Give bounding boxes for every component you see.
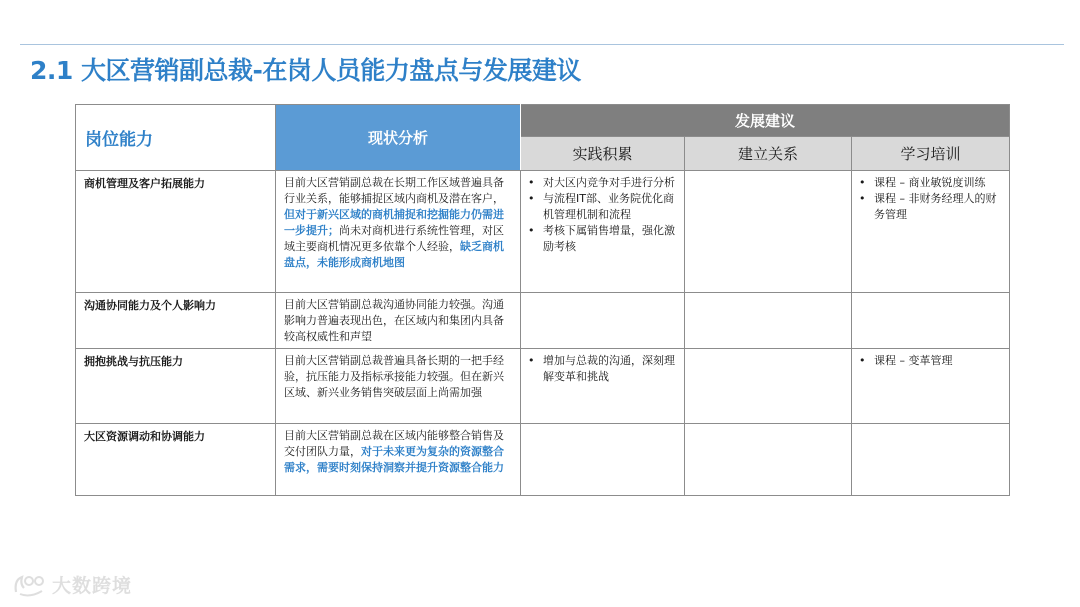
practice-item: • 对大区内竞争对手进行分析 bbox=[527, 175, 680, 191]
header-relationship: 建立关系 bbox=[685, 137, 852, 171]
page-title: 2.1 大区营销副总裁-在岗人员能力盘点与发展建议 bbox=[30, 56, 581, 85]
practice-cell bbox=[521, 349, 685, 424]
header-ability: 岗位能力 bbox=[76, 105, 276, 171]
practice-cell bbox=[521, 171, 685, 293]
status-text: 目前大区营销副总裁在区域内能够整合销售及交付团队力量， bbox=[284, 429, 504, 458]
header-training: 学习培训 bbox=[852, 137, 1010, 171]
status-highlight: 缺乏商机盘点，未能形成商机地图 bbox=[284, 240, 504, 269]
practice-list bbox=[527, 353, 680, 385]
relationship-cell bbox=[685, 293, 852, 349]
training-cell bbox=[852, 293, 1010, 349]
training-list bbox=[858, 175, 1005, 223]
ability-label: 拥抱挑战与抗压能力 bbox=[76, 349, 276, 424]
status-text: 尚未对商机进行系统性管理，对区域主要商机情况更多依靠个人经验， bbox=[284, 224, 504, 253]
ability-label: 沟通协同能力及个人影响力 bbox=[76, 293, 276, 349]
training-cell bbox=[852, 349, 1010, 424]
brand-logo-icon bbox=[12, 572, 46, 598]
status-highlight: 但对于新兴区域的商机捕捉和挖掘能力仍需进一步提升； bbox=[284, 208, 504, 237]
practice-item: • 与流程IT部、业务院优化商机管理机制和流程 bbox=[527, 191, 680, 223]
header-development: 发展建议 bbox=[521, 105, 1010, 137]
practice-item: • 考核下属销售增量，强化激励考核 bbox=[527, 223, 680, 255]
practice-list bbox=[527, 175, 680, 255]
practice-item: • 增加与总裁的沟通，深刻理解变革和挑战 bbox=[527, 353, 680, 385]
status-highlight: 对于未来更为复杂的资源整合需求，需要时刻保持洞察并提升资源整合能力 bbox=[284, 445, 504, 474]
status-text: 目前大区营销副总裁普遍具备长期的一把手经验，抗压能力及指标承接能力较强。但在新兴区域、新兴业务销售突破层面上尚需加强 bbox=[284, 354, 504, 399]
status-analysis bbox=[276, 424, 521, 496]
relationship-cell bbox=[685, 424, 852, 496]
ability-label: 大区资源调动和协调能力 bbox=[76, 424, 276, 496]
status-analysis bbox=[276, 171, 521, 293]
table-row bbox=[76, 424, 1010, 496]
relationship-cell bbox=[685, 349, 852, 424]
competency-table bbox=[75, 104, 1010, 496]
training-cell bbox=[852, 424, 1010, 496]
training-item: • 课程 – 商业敏锐度训练 bbox=[858, 175, 1005, 191]
watermark-text: 大数跨境 bbox=[52, 575, 133, 597]
header-status: 现状分析 bbox=[276, 105, 521, 171]
training-list bbox=[858, 353, 1005, 369]
status-text: 目前大区营销副总裁在长期工作区域普遍具备行业关系，能够捕捉区域内商机及潜在客户， bbox=[284, 176, 504, 205]
table-row bbox=[76, 171, 1010, 293]
status-analysis bbox=[276, 349, 521, 424]
status-analysis bbox=[276, 293, 521, 349]
table-row bbox=[76, 349, 1010, 424]
table-row bbox=[76, 293, 1010, 349]
relationship-cell bbox=[685, 171, 852, 293]
header-practice: 实践积累 bbox=[521, 137, 685, 171]
training-item: • 课程 – 变革管理 bbox=[858, 353, 1005, 369]
brand-watermark bbox=[12, 571, 132, 598]
top-divider bbox=[20, 44, 1064, 45]
training-item: • 课程 – 非财务经理人的财务管理 bbox=[858, 191, 1005, 223]
training-cell bbox=[852, 171, 1010, 293]
practice-cell bbox=[521, 424, 685, 496]
ability-label: 商机管理及客户拓展能力 bbox=[76, 171, 276, 293]
status-text: 目前大区营销副总裁沟通协同能力较强。沟通影响力普遍表现出色，在区域内和集团内具备较高权威性和声望 bbox=[284, 298, 504, 343]
practice-cell bbox=[521, 293, 685, 349]
